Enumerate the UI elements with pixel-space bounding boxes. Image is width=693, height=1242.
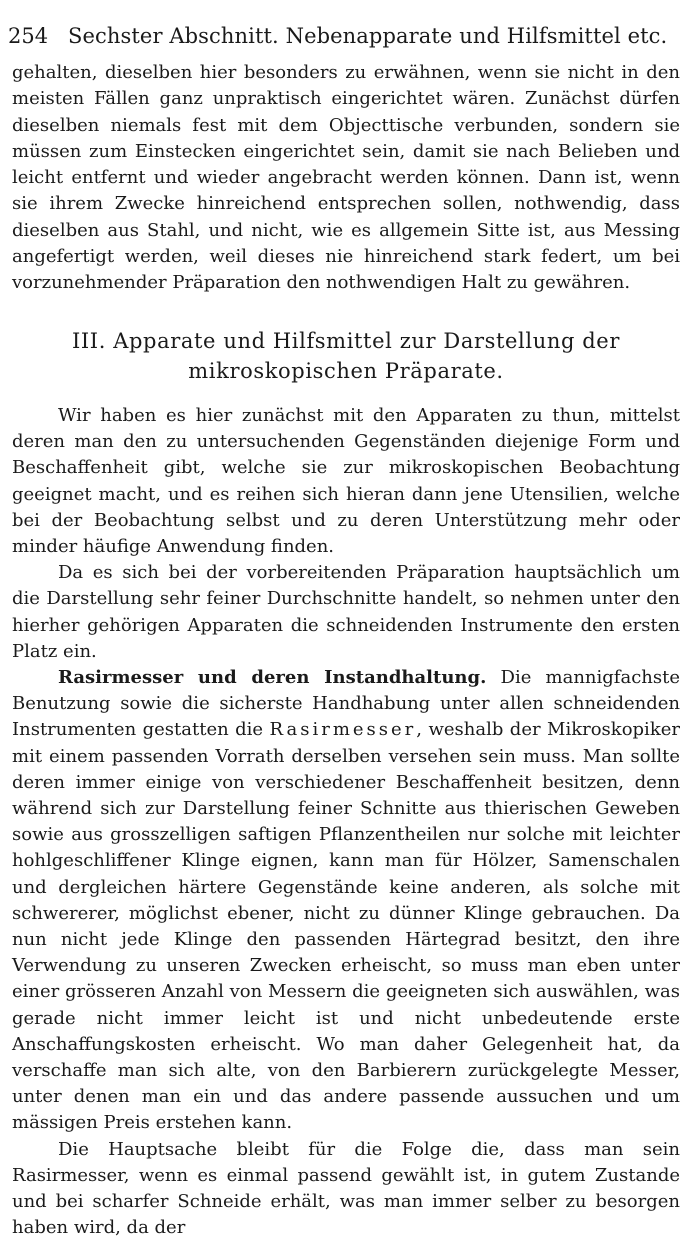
intro-paragraph-block: [12, 60, 680, 297]
section-body: [12, 403, 680, 1242]
intro-paragraph: gehalten, dieselben hier besonders zu erwähnen, wenn sie nicht in den meisten Fällen ganz unpraktisch eingerichtet wären. Zunächst dürfen dieselben niemals fest mit dem Objecttische verbunden, sondern sie müssen zum Einstecken eingerichtet sein, damit sie nach Belieben und leicht entfernt und wieder angebracht werden können. Dann ist, wenn sie ihrem Zwecke hinreichend entsprechen sollen, nothwendig, dass dieselben aus Stahl, und nicht, wie es allgemein Sitte ist, aus Messing angefertigt werden, weil dieses nie hinreichend stark federt, um bei vorzunehmender Präparation den nothwendigen Halt zu gewähren.: [12, 62, 680, 294]
razor-text-before: Die mannigfachste Benutzung sowie die sicherste Handhabung unter allen schneidenden Instrumenten gestatten die: [12, 667, 680, 741]
razor-paragraph: [12, 665, 680, 1137]
razor-run-in-heading: Rasirmesser und deren Instandhaltung.: [58, 667, 487, 689]
section-heading: [12, 326, 680, 386]
running-title: Sechster Abschnitt. Nebenapparate und Hilfsmittel etc.: [68, 24, 668, 48]
razor-text-after: , weshalb der Mikroskopiker mit einem passenden Vorrath derselben versehen sein muss. Man sollte deren immer einige von verschiedener Beschaffenheit besitzen, denn während sich zur Darstellung feiner Schnitte aus thierischen Geweben sowie aus grosszelligen saftigen Pflanzentheilen nur solche mit leichter hohlgeschliffener Klinge eignen, kann man für Hölzer, Samenschalen und dergleichen härtere Gegenstände keine anderen, als solche mit schwererer, möglichst ebener, nicht zu dünner Klinge gebrauchen. Da nun nicht jede Klinge den passenden Härtegrad besitzt, den ihre Verwendung zu unseren Zwecken erheischt, so muss man eben unter einer grösseren Anzahl von Messern die geeigneten sich auswählen, was gerade nicht immer leicht ist und nicht unbedeutende erste Anschaffungskosten erheischt. Wo man daher Gelegenheit hat, da verschaffe man sich alte, von den Barbierern zurückgelegte Messer, unter denen man ein und das andere passende aussuchen und um mässigen Preis erstehen kann.: [12, 719, 680, 1134]
page-number: 254: [8, 24, 49, 48]
body-paragraph: Da es sich bei der vorbereitenden Präparation hauptsächlich um die Darstellung sehr feiner Durchschnitte handelt, so nehmen unter den hierher gehörigen Apparaten die schneidenden Instrumente den ersten Platz ein.: [12, 562, 680, 662]
section-heading-line-1: III. Apparate und Hilfsmittel zur Darstellung der: [72, 329, 620, 353]
razor-emphasis: Rasirmesser: [269, 719, 417, 741]
section-heading-line-2: mikroskopischen Präparate.: [188, 359, 504, 383]
running-header: [8, 20, 684, 52]
body-paragraph: Wir haben es hier zunächst mit den Apparaten zu thun, mittelst deren man den zu untersuchenden Gegenständen diejenige Form und Beschaffenheit gibt, welche sie zur mikroskopischen Beobachtung geeignet macht, und es reihen sich hieran dann jene Utensilien, welche bei der Beobachtung selbst und zu deren Unterstützung mehr oder minder häufige Anwendung finden.: [12, 405, 680, 558]
last-paragraph: Die Hauptsache bleibt für die Folge die, dass man sein Rasirmesser, wenn es einmal passend gewählt ist, in gutem Zustande und bei scharfer Schneide erhält, was man immer selber zu besorgen haben wird, da der: [12, 1138, 680, 1239]
